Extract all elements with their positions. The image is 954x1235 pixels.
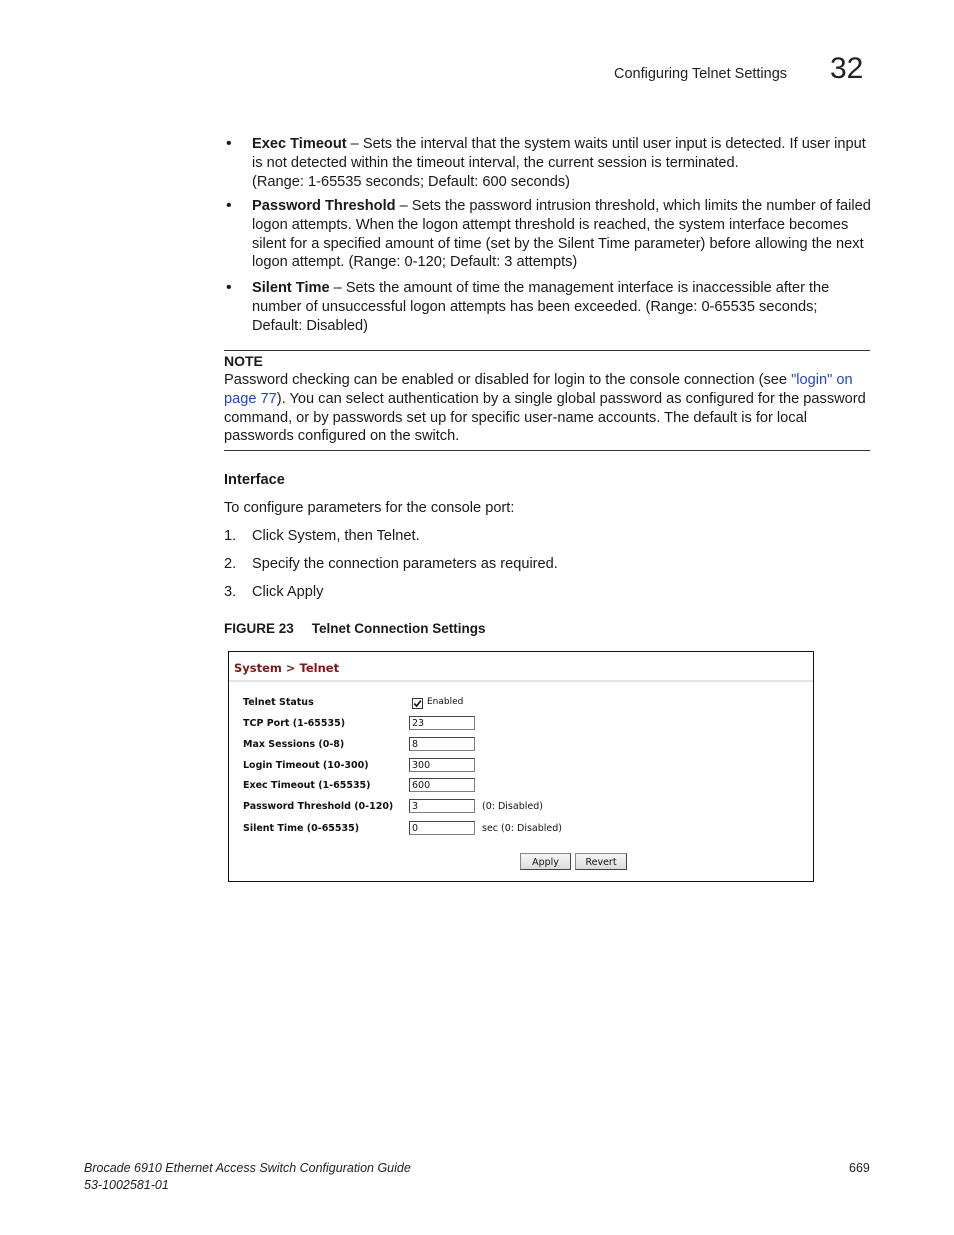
revert-button[interactable]: Revert	[575, 853, 627, 870]
bullet-silent-time	[252, 279, 872, 335]
bullet-text: Default: Disabled)	[252, 317, 368, 334]
bullet-text: is not detected within the timeout interval, the current session is terminated.	[252, 154, 739, 171]
exec-timeout-input[interactable]: 600	[409, 778, 475, 792]
figure-title: Telnet Connection Settings	[311, 621, 486, 636]
footer-doc-number: 53-1002581-01	[84, 1178, 169, 1192]
bullet-dot: •	[226, 279, 232, 296]
running-header-title: Configuring Telnet Settings	[614, 66, 788, 82]
bullet-text: (Range: 1-65535 seconds; Default: 600 seconds)	[252, 173, 571, 190]
step-text: Click Apply	[252, 584, 324, 600]
password-threshold-input[interactable]: 3	[409, 799, 475, 813]
panel-divider	[229, 680, 813, 682]
step-text: Specify the connection parameters as required.	[252, 556, 558, 572]
bullet-text: silent for a specified amount of time (set by the Silent Time parameter) before allowing the next	[252, 235, 864, 252]
note-top-rule	[224, 350, 870, 351]
login-timeout-input[interactable]: 300	[409, 758, 475, 772]
bullet-text: logon attempt. (Range: 0-120; Default: 3 attempts)	[252, 254, 578, 271]
checkmark-icon	[413, 699, 422, 708]
bullet-text: – Sets the password intrusion threshold, which limits the number of failed	[395, 198, 871, 214]
note-text: command, or by passwords set up for specific user-name accounts. The default is for local	[224, 409, 807, 426]
bullet-text: – Sets the amount of time the management interface is inaccessible after the	[329, 280, 830, 296]
note-text: passwords configured on the switch.	[224, 428, 460, 445]
note-body	[224, 371, 874, 446]
max-sessions-input[interactable]: 8	[409, 737, 475, 751]
bullet-text: number of unsuccessful logon attempts has been exceeded. (Range: 0-65535 seconds;	[252, 298, 818, 315]
note-bottom-rule	[224, 450, 870, 451]
figure-label: FIGURE 23	[224, 621, 294, 636]
breadcrumb: System > Telnet	[234, 661, 340, 675]
telnet-settings-panel	[228, 651, 814, 882]
footer-doc-title: Brocade 6910 Ethernet Access Switch Configuration Guide	[84, 1161, 411, 1175]
step-number: 3.	[224, 584, 237, 600]
enabled-label: Enabled	[427, 697, 464, 707]
figure-caption	[224, 621, 486, 636]
telnet-enabled-checkbox[interactable]	[412, 698, 423, 709]
max-sessions-label: Max Sessions (0-8)	[243, 739, 345, 750]
bullet-text: – Sets the interval that the system waits until user input is detected. If user input	[346, 136, 866, 152]
password-threshold-hint: (0: Disabled)	[482, 801, 543, 812]
page-77-link[interactable]: page 77	[224, 390, 277, 407]
bullet-dot: •	[226, 135, 232, 152]
interface-heading: Interface	[224, 472, 285, 488]
note-label: NOTE	[224, 353, 263, 369]
step-number: 1.	[224, 528, 237, 544]
note-text: ). You can select authentication by a single global password as configured for the password	[276, 390, 866, 407]
step-text: Click System, then Telnet.	[252, 528, 420, 544]
silent-time-hint: sec (0: Disabled)	[482, 823, 562, 834]
telnet-status-label: Telnet Status	[243, 697, 314, 708]
bullet-text: logon attempts. When the logon attempt threshold is reached, the system interface becomes	[252, 216, 849, 233]
silent-time-input[interactable]: 0	[409, 821, 475, 835]
bullet-password-threshold	[252, 197, 872, 272]
bullet-term: Exec Timeout	[252, 136, 347, 152]
note-text: Password checking can be enabled or disabled for login to the console connection (see	[224, 372, 792, 388]
step-number: 2.	[224, 556, 237, 572]
apply-button[interactable]: Apply	[520, 853, 571, 870]
tcp-port-label: TCP Port (1-65535)	[243, 718, 346, 729]
bullet-term: Password Threshold	[252, 198, 396, 214]
interface-intro: To configure parameters for the console port:	[224, 500, 515, 516]
tcp-port-input[interactable]: 23	[409, 716, 475, 730]
footer-page-number: 669	[849, 1161, 870, 1175]
bullet-term: Silent Time	[252, 280, 330, 296]
bullet-exec-timeout	[252, 135, 872, 191]
bullet-dot: •	[226, 197, 232, 214]
silent-time-label: Silent Time (0-65535)	[243, 823, 360, 834]
login-link[interactable]: "login" on	[791, 372, 853, 388]
login-timeout-label: Login Timeout (10-300)	[243, 760, 369, 771]
chapter-number: 32	[830, 52, 864, 85]
exec-timeout-label: Exec Timeout (1-65535)	[243, 780, 371, 791]
password-threshold-label: Password Threshold (0-120)	[243, 801, 394, 812]
